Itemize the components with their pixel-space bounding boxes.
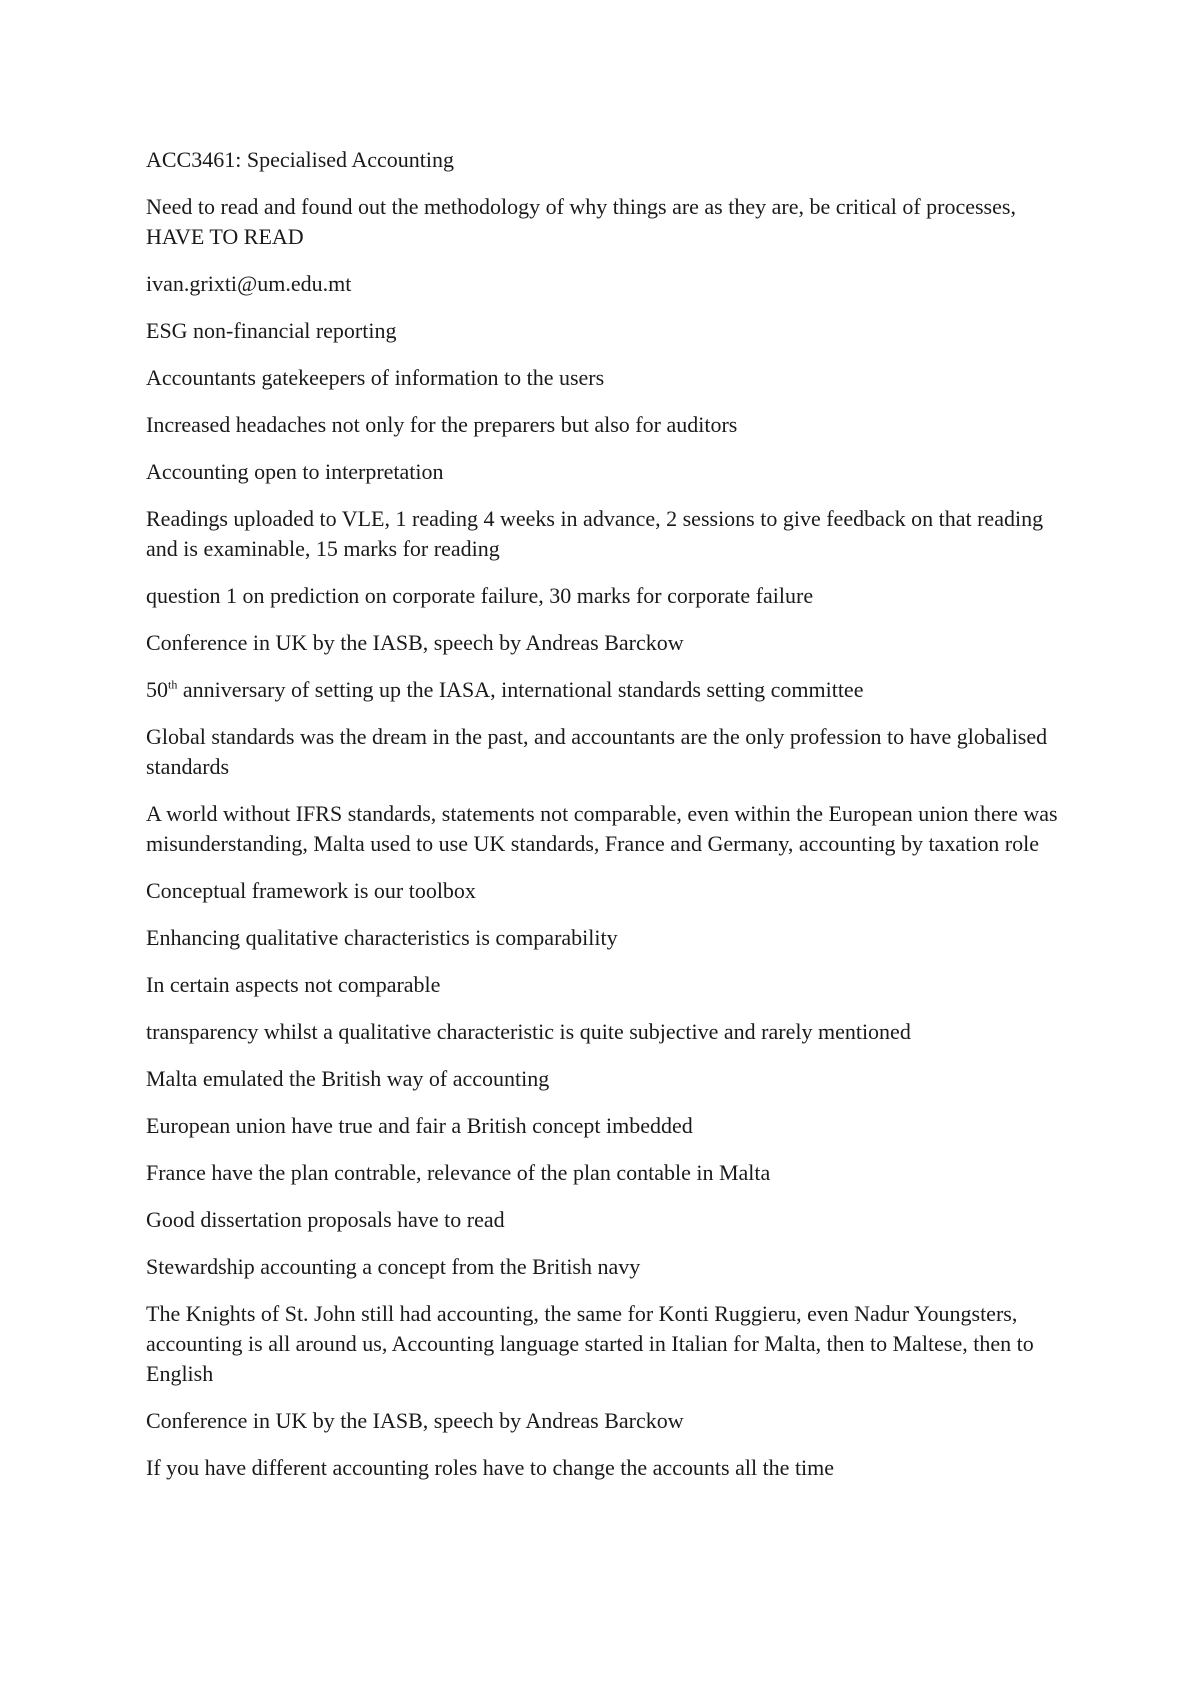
ordinal-suffix: th bbox=[168, 677, 178, 692]
note-paragraph: European union have true and fair a British concept imbedded bbox=[146, 1113, 693, 1138]
note-paragraph: In certain aspects not comparable bbox=[146, 972, 441, 997]
note-paragraph: Accountants gatekeepers of information to the users bbox=[146, 365, 605, 390]
document-body bbox=[146, 145, 1076, 1500]
note-paragraph: Global standards was the dream in the past, and accountants are the only profession to have globalised standards bbox=[146, 724, 1048, 779]
note-paragraph: Accounting open to interpretation bbox=[146, 459, 444, 484]
note-paragraph: Malta emulated the British way of accounting bbox=[146, 1066, 550, 1091]
course-title: ACC3461: Specialised Accounting bbox=[146, 147, 454, 172]
email-address: ivan.grixti@um.edu.mt bbox=[146, 271, 352, 296]
note-paragraph: The Knights of St. John still had accounting, the same for Konti Ruggieru, even Nadur Youngsters, accounting is all around us, Accounting language started in Italian for Malta, then to Maltese, then to English bbox=[146, 1301, 1034, 1386]
anniversary-number: 50 bbox=[146, 677, 168, 702]
note-paragraph: If you have different accounting roles have to change the accounts all the time bbox=[146, 1455, 835, 1480]
note-paragraph: Need to read and found out the methodology of why things are as they are, be critical of processes, HAVE TO READ bbox=[146, 194, 1016, 249]
note-paragraph: question 1 on prediction on corporate failure, 30 marks for corporate failure bbox=[146, 583, 814, 608]
note-paragraph: Conference in UK by the IASB, speech by Andreas Barckow bbox=[146, 630, 684, 655]
anniversary-text: anniversary of setting up the IASA, international standards setting committee bbox=[177, 677, 864, 702]
note-paragraph: Conceptual framework is our toolbox bbox=[146, 878, 476, 903]
note-paragraph: Increased headaches not only for the preparers but also for auditors bbox=[146, 412, 738, 437]
note-paragraph: France have the plan contrable, relevance of the plan contable in Malta bbox=[146, 1160, 771, 1185]
note-paragraph: Enhancing qualitative characteristics is comparability bbox=[146, 925, 618, 950]
anniversary-paragraph bbox=[146, 675, 1076, 705]
note-paragraph: Conference in UK by the IASB, speech by Andreas Barckow bbox=[146, 1408, 684, 1433]
note-paragraph: transparency whilst a qualitative characteristic is quite subjective and rarely mentioned bbox=[146, 1019, 911, 1044]
note-paragraph: Readings uploaded to VLE, 1 reading 4 weeks in advance, 2 sessions to give feedback on that reading and is examinable, 15 marks for reading bbox=[146, 506, 1044, 561]
note-paragraph: Good dissertation proposals have to read bbox=[146, 1207, 505, 1232]
note-paragraph: ESG non-financial reporting bbox=[146, 318, 397, 343]
note-paragraph: A world without IFRS standards, statements not comparable, even within the European union there was misunderstanding, Malta used to use UK standards, France and Germany, accounting by taxation role bbox=[146, 801, 1058, 856]
note-paragraph: Stewardship accounting a concept from the British navy bbox=[146, 1254, 641, 1279]
